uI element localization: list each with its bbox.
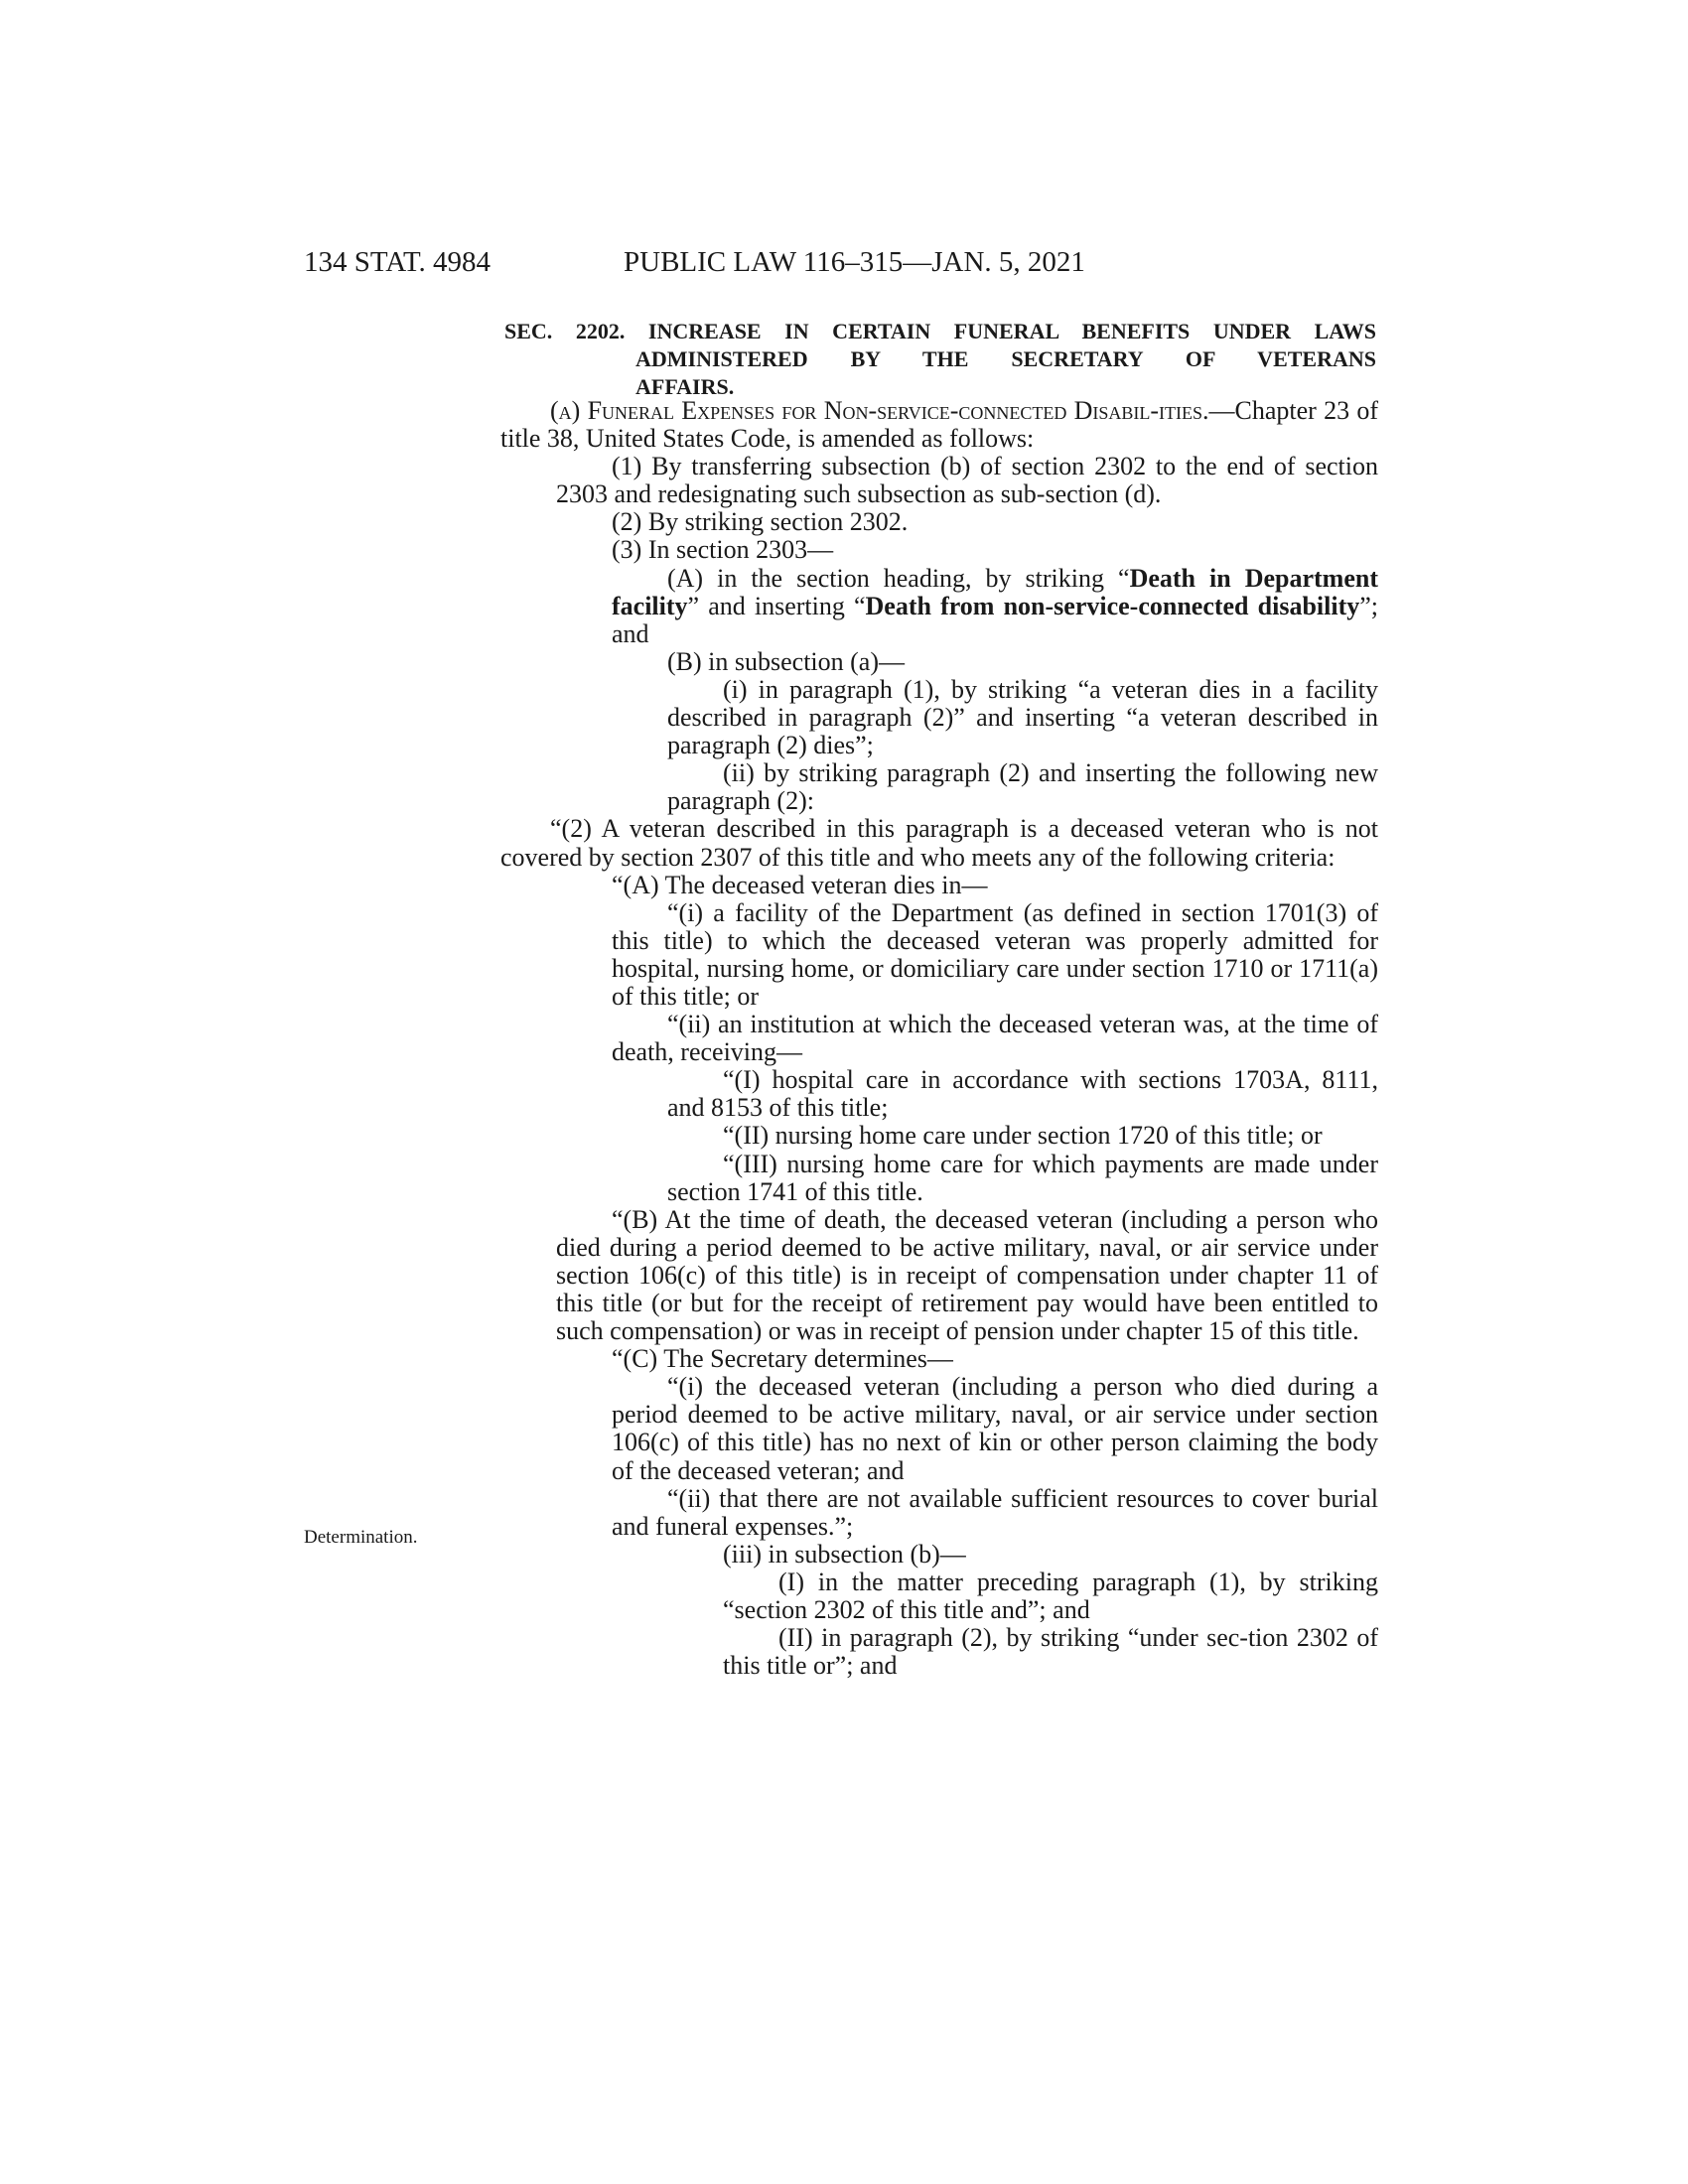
subclause-I: (I) in the matter preceding paragraph (1), by striking “section 2302 of this title and”; and xyxy=(723,1567,1378,1625)
section-heading-line-3: AFFAIRS. xyxy=(635,374,735,399)
quoted-paragraph-2: “(2) A veteran described in this paragraph is a deceased veteran who is not covered by section 2307 of this title and who meets any of the following criteria: xyxy=(500,814,1378,872)
body-text xyxy=(500,397,1378,1680)
quoted-clause-A-ii: “(ii) an institution at which the deceased veteran was, at the time of death, receiving— xyxy=(612,1010,1378,1067)
clause-ii: (ii) by striking paragraph (2) and inserting the following new paragraph (2): xyxy=(667,758,1378,816)
quoted-subparagraph-C: “(C) The Secretary determines— xyxy=(612,1344,953,1374)
quoted-subclause-I: “(I) hospital care in accordance with sections 1703A, 8111, and 8153 of this title; xyxy=(667,1065,1378,1123)
struck-heading: Death in Department facility xyxy=(612,563,1378,620)
subparagraph-B: (B) in subsection (a)— xyxy=(667,646,906,676)
subparagraph-A-text-3: ”; and xyxy=(612,591,1378,648)
quoted-clause-A-i: “(i) a facility of the Department (as defined in section 1701(3) of this title) to which the deceased veteran was properly admitted for hospital, nursing home, or domiciliary care under section 1710 or 1711(a) of this title; or xyxy=(612,897,1378,1011)
subparagraph-A xyxy=(500,565,1378,648)
quoted-subclause-III: “(III) nursing home care for which payments are made under section 1741 of this title. xyxy=(667,1149,1378,1206)
quoted-subparagraph-B: “(B) At the time of death, the deceased veteran (including a person who died during a period deemed to be active military, naval, or air service under section 106(c) of this title) is in receipt of compensation under chapter 11 of this title (or but for the receipt of retirement pay would have been entitled to such compensation) or was in receipt of pension under chapter 15 of this title. xyxy=(556,1204,1378,1346)
quoted-clause-C-ii: “(ii) that there are not available sufficient resources to cover burial and funeral expenses.”; xyxy=(612,1483,1378,1541)
subparagraph-A-text-2: ” and inserting “ xyxy=(687,591,866,620)
clause-iii: (iii) in subsection (b)— xyxy=(723,1539,966,1569)
paragraph-2: (2) By striking section 2302. xyxy=(612,507,909,537)
paragraph-1: (1) By transferring subsection (b) of section 2302 to the end of section 2303 and redesignating such subsection as sub-section (d). xyxy=(556,452,1378,509)
section-heading-line-1: SEC. 2202. INCREASE IN CERTAIN FUNERAL BENEFITS UNDER LAWS xyxy=(504,319,1376,343)
inserted-heading: Death from non-service-connected disability xyxy=(865,591,1360,620)
quoted-clause-C-i: “(i) the deceased veteran (including a person who died during a period deemed to be active military, naval, or air service under section 106(c) of this title) has no next of kin or other person claiming the body of the deceased veteran; and xyxy=(612,1372,1378,1485)
paragraph-a-text: —Chapter 23 of title 38, United States Code, is amended as follows: xyxy=(500,396,1378,454)
page-header xyxy=(0,246,1688,286)
section-heading xyxy=(504,318,1376,401)
paragraph-3: (3) In section 2303— xyxy=(612,535,834,565)
margin-note: Determination. xyxy=(304,1527,418,1548)
quoted-subclause-II: “(II) nursing home care under section 1720 of this title; or xyxy=(723,1121,1323,1151)
subclause-II: (II) in paragraph (2), by striking “under sec-tion 2302 of this title or”; and xyxy=(723,1623,1378,1681)
quoted-subparagraph-A: “(A) The deceased veteran dies in— xyxy=(612,870,988,899)
section-heading-line-2: ADMINISTERED BY THE SECRETARY OF VETERANS xyxy=(635,346,1376,371)
paragraph-a xyxy=(500,397,1378,453)
subparagraph-A-text-1: (A) in the section heading, by striking “ xyxy=(667,563,1130,593)
statute-page-reference: 134 STAT. 4984 xyxy=(304,246,492,278)
public-law-title: PUBLIC LAW 116–315—JAN. 5, 2021 xyxy=(624,246,1085,278)
clause-i: (i) in paragraph (1), by striking “a veteran dies in a facility described in paragraph (2)” and inserting “a veteran described in paragraph (2) dies”; xyxy=(667,674,1378,760)
paragraph-a-heading: (a) Funeral Expenses for Non-service-connected Disabil-ities. xyxy=(550,396,1209,425)
